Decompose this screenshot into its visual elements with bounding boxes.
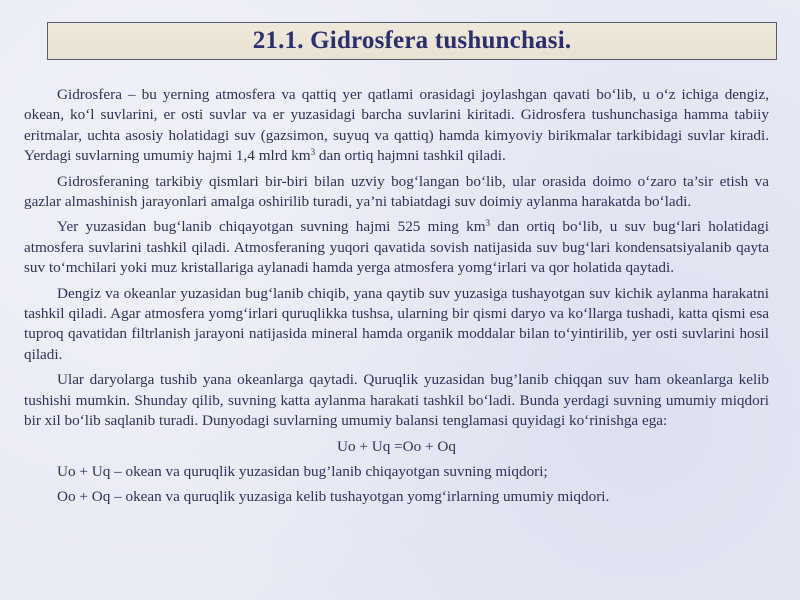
superscript-cubed: 3 [310, 147, 316, 158]
superscript-cubed: 3 [485, 218, 491, 229]
paragraph-3 [24, 217, 769, 278]
paragraph-1 [24, 85, 769, 167]
balance-equation: Uo + Uq =Oo + Oq [337, 437, 456, 455]
document-body [24, 85, 769, 513]
definition-evaporation: Uo + Uq – okean va quruqlik yuzasidan bug’lanib chiqayotgan suvning miqdori; [57, 462, 548, 480]
page-title: 21.1. Gidrosfera tushunchasi. [252, 27, 572, 54]
paragraph-3-text: Yer yuzasidan bug‘lanib chiqayotgan suvning hajmi 525 ming km [57, 218, 486, 236]
paragraph-1-end: dan ortiq hajmni tashkil qiladi. [315, 147, 506, 165]
title-banner [47, 22, 777, 60]
definition-precipitation: Oo + Oq – okean va quruqlik yuzasiga kelib tushayotgan yomg‘irlarning umumiy miqdori. [57, 488, 610, 506]
paragraph-3-end: dan ortiq bo‘lib, u suv bug‘lari holatidagi atmosfera suvlarini tashkil qiladi. Atmosferaning yuqori qavatida sovish natijasida suv bug‘lari kondensatsiyalanib qayta suv to‘mchilari yoki muz kristallariga aylanadi hamda yerga atmosfera yomg‘irlari va qor holatida qaytadi. [24, 218, 769, 277]
paragraph-2: Gidrosferaning tarkibiy qismlari bir-biri bilan uzviy bog‘langan bo‘lib, ular orasida doimo o‘zaro ta’sir etish va gazlar almashinish jarayonlari amalga oshirilib turadi, ya’ni tabiatdagi suv doimiy aylanma harakatda bo‘ladi. [24, 172, 769, 211]
paragraph-1-text: Gidrosfera – bu yerning atmosfera va qattiq yer qatlami orasidagi joylashgan qavati bo‘lib, u o‘z ichiga dengiz, okean, ko‘l suvlarini, er osti suvlar va er yuzasidagi barcha suvlarini kiritadi. Gidrosfera tushunchasiga hamma tabiiy eritmalar, uchta asosiy holatidagi suv (gazsimon, suyuq va qattiq) hamda kimyoviy birikmalar tarkibidagi suvlar kiradi. Yerdagi suvlarning umumiy hajmi 1,4 mlrd km [24, 86, 769, 165]
paragraph-4: Dengiz va okeanlar yuzasidan bug‘lanib chiqib, yana qaytib suv yuzasiga tushayotgan suv kichik aylanma harakatni tashkil qiladi. Agar atmosfera yomg‘irlari quruqlikka tushsa, ularning bir qismi daryo va ko‘llarga tushadi, katta qismi esa tuproq qavatidan filtrlanish jarayoni natijasida mineral hamda organik moddalar bilan to‘yintirilib, yer osti suvlarini hosil qiladi. [24, 284, 769, 363]
paragraph-5: Ular daryolarga tushib yana okeanlarga qaytadi. Quruqlik yuzasidan bug’lanib chiqqan suv ham okeanlarga kelib tushishi mumkin. Shunday qilib, suvning katta aylanma harakati tashkil bo‘ladi. Bunda yerdagi suvning umumiy miqdori bir xil bo‘lib saqlanib turadi. Dunyodagi suvlarning umumiy balansi tenglamasi quyidagi ko‘rinishga ega: [24, 371, 769, 430]
